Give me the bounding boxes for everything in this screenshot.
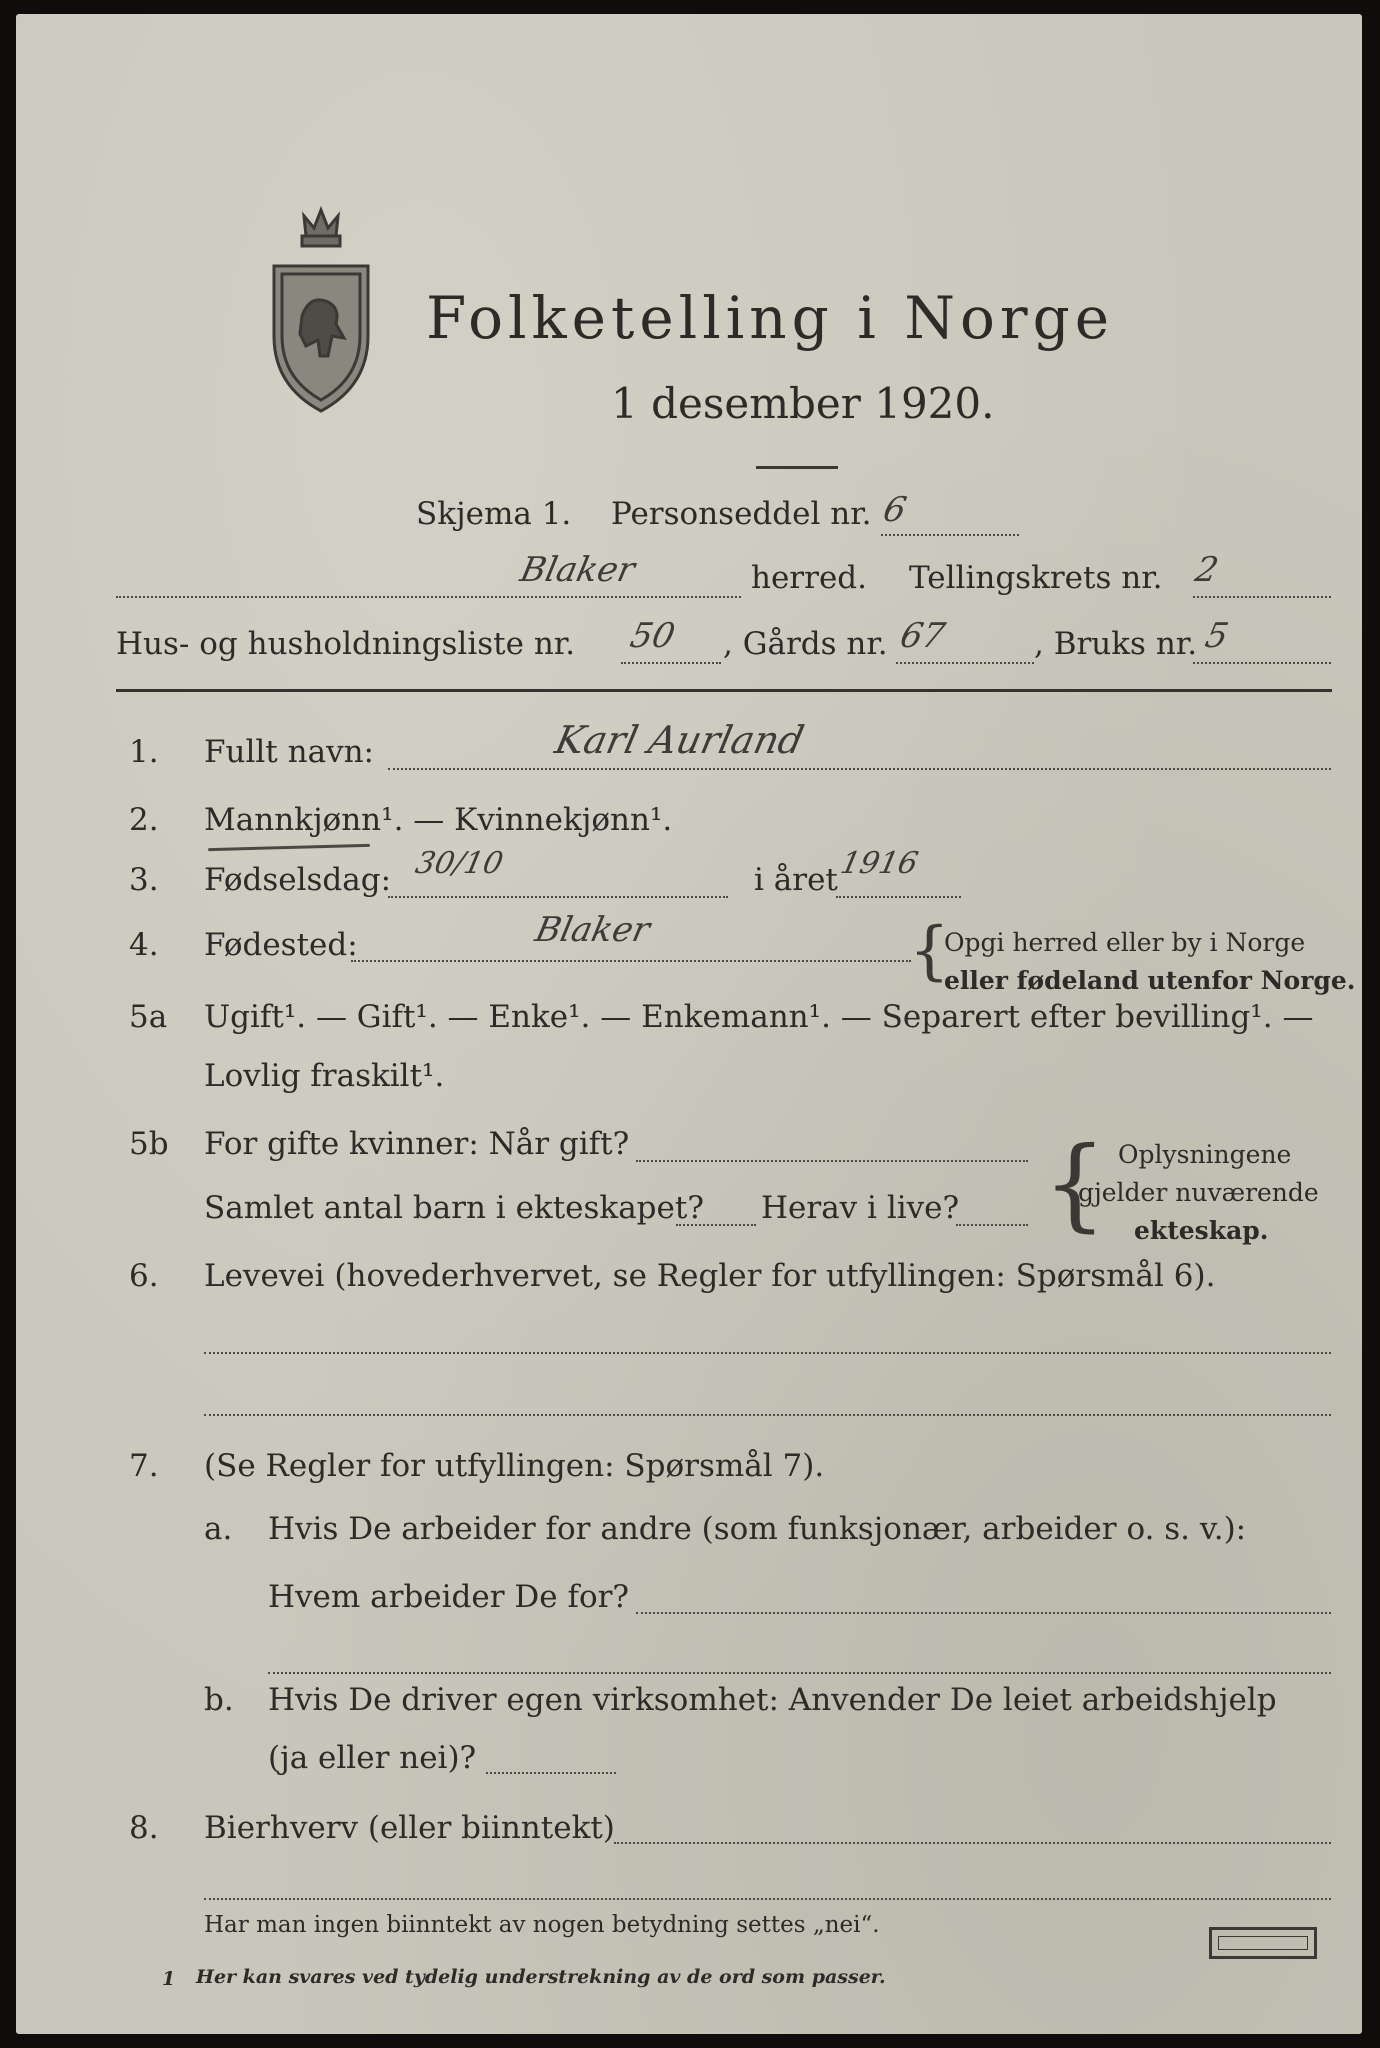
footnote-marker: 1 (162, 1968, 176, 1990)
q5b-children-field-line (676, 1224, 756, 1226)
q4-birthplace-value[interactable]: Blaker (531, 910, 654, 950)
husliste-label: Hus- og husholdningsliste nr. (116, 626, 576, 662)
norwegian-coat-of-arms-icon (266, 206, 376, 421)
personseddel-value[interactable]: 6 (879, 490, 910, 530)
q3-year-field-line (836, 896, 961, 898)
q4-number: 4. (129, 927, 159, 963)
q8-label: Bierhverv (eller biinntekt) (204, 1810, 615, 1846)
bruks-label: , Bruks nr. (1034, 626, 1198, 662)
q7b-field-line (486, 1772, 616, 1774)
q7a-letter: a. (204, 1511, 233, 1547)
q7a-line1: Hvis De arbeider for andre (som funksjonær, arbeider o. s. v.): (268, 1511, 1247, 1547)
q4-field-line (351, 960, 911, 962)
q5b-alive-field-line (956, 1224, 1028, 1226)
gards-field-line (896, 662, 1034, 664)
tellingskrets-field-line (1193, 596, 1331, 598)
husliste-value[interactable]: 50 (626, 616, 679, 656)
q3-number: 3. (129, 862, 159, 898)
q5a-number: 5a (129, 999, 168, 1035)
q7b-hired-help-label: (ja eller nei)? (268, 1740, 477, 1776)
title-divider (756, 466, 838, 469)
q8-field-line-1 (614, 1842, 1331, 1844)
personseddel-field-line (881, 534, 1019, 536)
personseddel-label: Personseddel nr. (611, 496, 872, 532)
skjema-label: Skjema 1. (416, 496, 572, 532)
header-divider (116, 689, 1332, 692)
q3-field-line (388, 896, 728, 898)
footnote-text: Her kan svares ved tydelig understrekning av de ord som passer. (196, 1966, 886, 1988)
herred-field-line (116, 596, 741, 598)
q7a-field-line-1 (636, 1612, 1331, 1614)
q5b-children-label: Samlet antal barn i ekteskapet? (204, 1190, 704, 1226)
herred-value[interactable]: Blaker (516, 550, 639, 590)
tellingskrets-label: Tellingskrets nr. (909, 560, 1163, 596)
page-title: Folketelling i Norge (426, 284, 1115, 352)
printer-stamp (1209, 1927, 1317, 1959)
q7a-employer-label: Hvem arbeider De for? (268, 1579, 630, 1615)
q5a-marital-options: Ugift¹. — Gift¹. — Enke¹. — Enkemann¹. — Separert efter bevilling¹. — (204, 999, 1314, 1035)
herred-label: herred. (751, 560, 867, 596)
q5b-note-line2: gjelder nuværende (1078, 1178, 1319, 1207)
q4-note-line2: eller fødeland utenfor Norge. (944, 966, 1356, 995)
census-date: 1 desember 1920. (611, 379, 995, 428)
q5b-note-line3: ekteskap. (1134, 1216, 1269, 1245)
q2-sex-options: Mannkjønn¹. — Kvinnekjønn¹. (204, 802, 673, 838)
q3-year-label: i året (754, 862, 838, 898)
gards-label: , Gårds nr. (723, 626, 888, 662)
q5b-note-line1: Oplysningene (1118, 1140, 1292, 1169)
q1-field-line (388, 768, 1331, 770)
bruks-value[interactable]: 5 (1201, 616, 1232, 656)
q1-number: 1. (129, 734, 159, 770)
q4-label: Fødested: (204, 927, 358, 963)
q5b-when-married-field-line (636, 1160, 1028, 1162)
q6-field-line-1 (204, 1352, 1331, 1354)
q5b-alive-label: Herav i live? (761, 1190, 960, 1226)
q5a-marital-options-cont: Lovlig fraskilt¹. (204, 1058, 445, 1094)
q5b-number: 5b (129, 1126, 169, 1162)
q6-field-line-2 (204, 1414, 1331, 1416)
q4-note-brace: { (909, 914, 950, 988)
census-form-sheet (16, 14, 1362, 2034)
q3-label: Fødselsdag: (204, 862, 392, 898)
husliste-field-line (621, 662, 721, 664)
q3-year-value[interactable]: 1916 (837, 846, 922, 881)
q7b-line1: Hvis De driver egen virksomhet: Anvender De leiet arbeidshjelp (268, 1682, 1277, 1718)
q1-full-name-value[interactable]: Karl Aurland (551, 718, 808, 762)
tellingskrets-value[interactable]: 2 (1191, 550, 1222, 590)
q7-number: 7. (129, 1448, 159, 1484)
q7b-letter: b. (204, 1682, 234, 1718)
q1-label: Fullt navn: (204, 734, 374, 770)
bruks-field-line (1193, 662, 1331, 664)
q8-number: 8. (129, 1810, 159, 1846)
q2-mannkjonn-underline (208, 844, 370, 851)
q5b-when-married-label: For gifte kvinner: Når gift? (204, 1126, 630, 1162)
q6-label: Levevei (hovederhvervet, se Regler for utfyllingen: Spørsmål 6). (204, 1258, 1216, 1294)
q5b-note-brace: { (1043, 1125, 1107, 1242)
q7-label: (Se Regler for utfyllingen: Spørsmål 7). (204, 1448, 825, 1484)
q7a-field-line-2 (268, 1672, 1331, 1674)
q8-field-line-2 (204, 1898, 1331, 1900)
q3-birthday-value[interactable]: 30/10 (412, 846, 507, 881)
gards-value[interactable]: 67 (896, 616, 949, 656)
footer-note: Har man ingen biinntekt av nogen betydning settes „nei“. (204, 1912, 880, 1938)
q6-number: 6. (129, 1258, 159, 1294)
q4-note-line1: Opgi herred eller by i Norge (944, 928, 1306, 957)
q2-number: 2. (129, 802, 159, 838)
